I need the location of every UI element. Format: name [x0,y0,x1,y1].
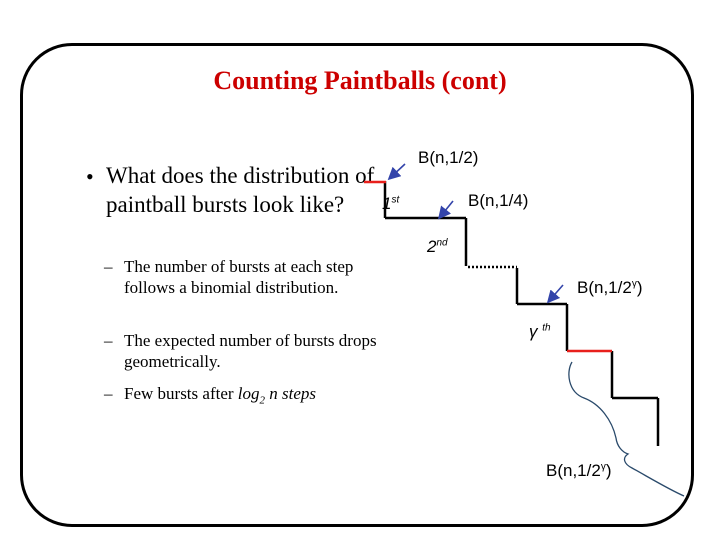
step1-num: 1 [382,194,392,213]
b-gamma-close: ) [636,278,643,297]
label-b-bottom [546,461,611,481]
sub-bullet-marker: – [104,331,113,350]
label-step2 [427,237,448,257]
sub-bullet-marker: – [104,257,113,276]
label-step1 [382,194,399,214]
step2-num: 2 [427,237,437,256]
pointer-arrows [390,164,563,301]
label-b-gamma [577,278,642,298]
staircase [385,181,658,446]
sub-bullet-text: The expected number of bursts drops geometrically. [124,331,377,371]
bullet-marker: • [86,164,94,189]
arrow-step-gamma [549,285,563,301]
b-gamma-sup: γ [631,278,637,290]
b-bottom-sup: γ [600,461,606,473]
log-word: log [237,384,260,403]
sub3-suffix: n steps [265,384,317,403]
gamma-step-num: γ [529,322,538,341]
sub-bullet-text: The number of bursts at each step follows a binomial distribution. [124,257,354,297]
label-gamma-step [529,322,551,342]
step1-sup: st [391,194,400,206]
sub-bullet-marker: – [104,384,113,403]
label-b-half: B(n,1/2) [418,148,479,167]
log-base: 2 [259,394,266,407]
arrow-step1 [390,164,405,178]
bullet-main-text: What does the distribution of paintball bursts look like? [106,163,375,217]
slide-title: Counting Paintballs (cont) [213,66,507,95]
b-bottom-base: B(n,1/2 [546,461,601,480]
step2-sup: nd [436,237,448,249]
sub3-prefix: Few bursts after [124,384,238,403]
b-gamma-base: B(n,1/2 [577,278,632,297]
b-bottom-close: ) [605,461,612,480]
gamma-step-sup: th [542,322,551,334]
label-b-quarter: B(n,1/4) [468,191,529,210]
arrow-step2 [440,201,453,217]
